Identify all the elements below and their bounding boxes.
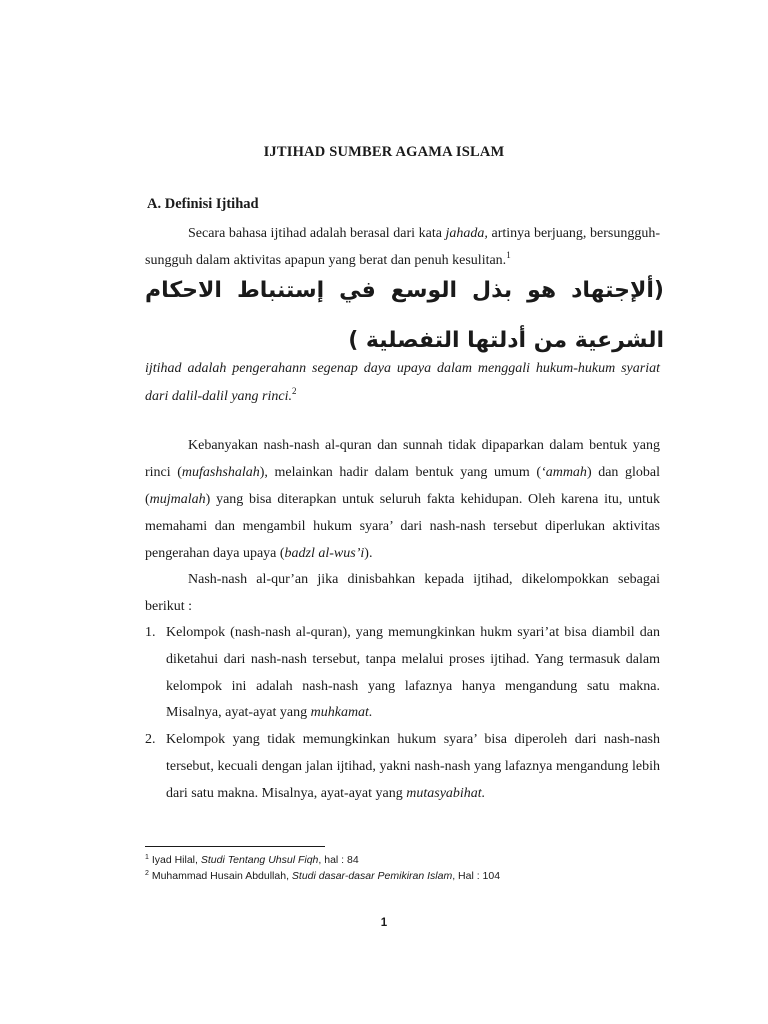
footnote-work: Studi Tentang Uhsul Fiqh bbox=[200, 854, 319, 866]
translation-text: ijtihad adalah pengerahann segenap daya upaya dalam menggali hukum-hukum syariat dari dalil-dalil yang rinci. bbox=[145, 361, 660, 404]
term-ammah: ‘ammah bbox=[541, 465, 587, 480]
footnote-author: Iyad Hilal, bbox=[151, 854, 201, 866]
list-item-number: 1. bbox=[145, 625, 156, 640]
footnotes bbox=[145, 852, 660, 884]
footnote-number: 2 bbox=[145, 870, 149, 877]
paragraph-text: ) dan global ( bbox=[145, 465, 660, 507]
paragraph-text: Nash-nash al-qur’an jika dinisbahkan kepada ijtihad, dikelompokkan sebagai berikut : bbox=[145, 572, 660, 614]
list-item bbox=[145, 727, 660, 807]
term-muhkamat: muhkamat. bbox=[310, 705, 373, 721]
footnote-ref-1[interactable]: 1 bbox=[506, 250, 511, 260]
arabic-definition: (ألإجتهاد هو بذل الوسع في إستنباط الاحكام الشرعية من أدلتها التفصلية ) bbox=[145, 278, 664, 353]
translation-paragraph bbox=[145, 355, 660, 411]
footnote-page: , hal : 84 bbox=[318, 854, 359, 866]
footnote-number: 1 bbox=[145, 854, 149, 861]
list-item-text: Kelompok (nash-nash al-quran), yang memungkinkan hukm syari’at bisa diambil dan diketahui dari nash-nash tersebut, tanpa melalui proses ijtihad. Yang termasuk dalam kelompok ini adalah nash-nash yang lafaznya hanya mengandung satu makna. Misalnya, ayat-ayat yang bbox=[166, 625, 660, 721]
footnote-separator bbox=[145, 846, 325, 847]
paragraph-text: ) yang bisa diterapkan untuk seluruh fakta kehidupan. Oleh karena itu, untuk memahami dan mengambil hukum syara’ dari nash-nash tersebut diperlukan aktivitas pengerahan daya upaya ( bbox=[145, 492, 660, 561]
footnote-page: , Hal : 104 bbox=[452, 870, 501, 882]
term-jahada: jahada, bbox=[445, 226, 488, 241]
paragraph-text: artinya berjuang, bersungguh-sungguh dalam aktivitas apapun yang berat dan penuh kesulitan. bbox=[145, 226, 660, 268]
nash-group-list bbox=[145, 620, 660, 808]
paragraph-text: Secara bahasa ijtihad adalah berasal dari kata bbox=[188, 226, 446, 241]
paragraph-grouping bbox=[145, 566, 660, 620]
section-heading: A. Definisi Ijtihad bbox=[147, 196, 259, 212]
footnote-1 bbox=[145, 852, 660, 868]
list-item-number: 2. bbox=[145, 732, 156, 748]
paragraph-text: Kebanyakan nash-nash al-quran dan sunnah tidak dipaparkan dalam bentuk yang rinci ( bbox=[145, 438, 660, 480]
list-item-text: Kelompok yang tidak memungkinkan hukum syara’ bisa diperoleh dari nash-nash tersebut, kecuali dengan jalan ijtihad, yakni nash-nash yang lafaznya mengandung lebih dari satu makna. Misalnya, ayat-ayat yang bbox=[166, 732, 660, 801]
document-title: IJTIHAD SUMBER AGAMA ISLAM bbox=[263, 144, 505, 160]
term-badzl-al-wusi: badzl al-wus’i bbox=[284, 546, 365, 561]
page-number: 1 bbox=[380, 917, 388, 929]
footnote-2 bbox=[145, 868, 660, 884]
list-item bbox=[145, 620, 660, 727]
footnote-work: Studi dasar-dasar Pemikiran Islam bbox=[291, 870, 453, 882]
term-mujmalah: mujmalah bbox=[149, 492, 206, 507]
footnote-ref-2[interactable]: 2 bbox=[292, 386, 297, 396]
paragraph-nash bbox=[145, 432, 660, 567]
paragraph-text: ), melainkan hadir dalam bentuk yang umum ( bbox=[259, 465, 542, 480]
paragraph-text: ). bbox=[364, 546, 373, 561]
term-mutasyabihat: mutasyabihat. bbox=[406, 785, 486, 801]
footnote-author: Muhammad Husain Abdullah, bbox=[151, 870, 292, 882]
term-mufashshalah: mufashshalah bbox=[181, 465, 260, 480]
